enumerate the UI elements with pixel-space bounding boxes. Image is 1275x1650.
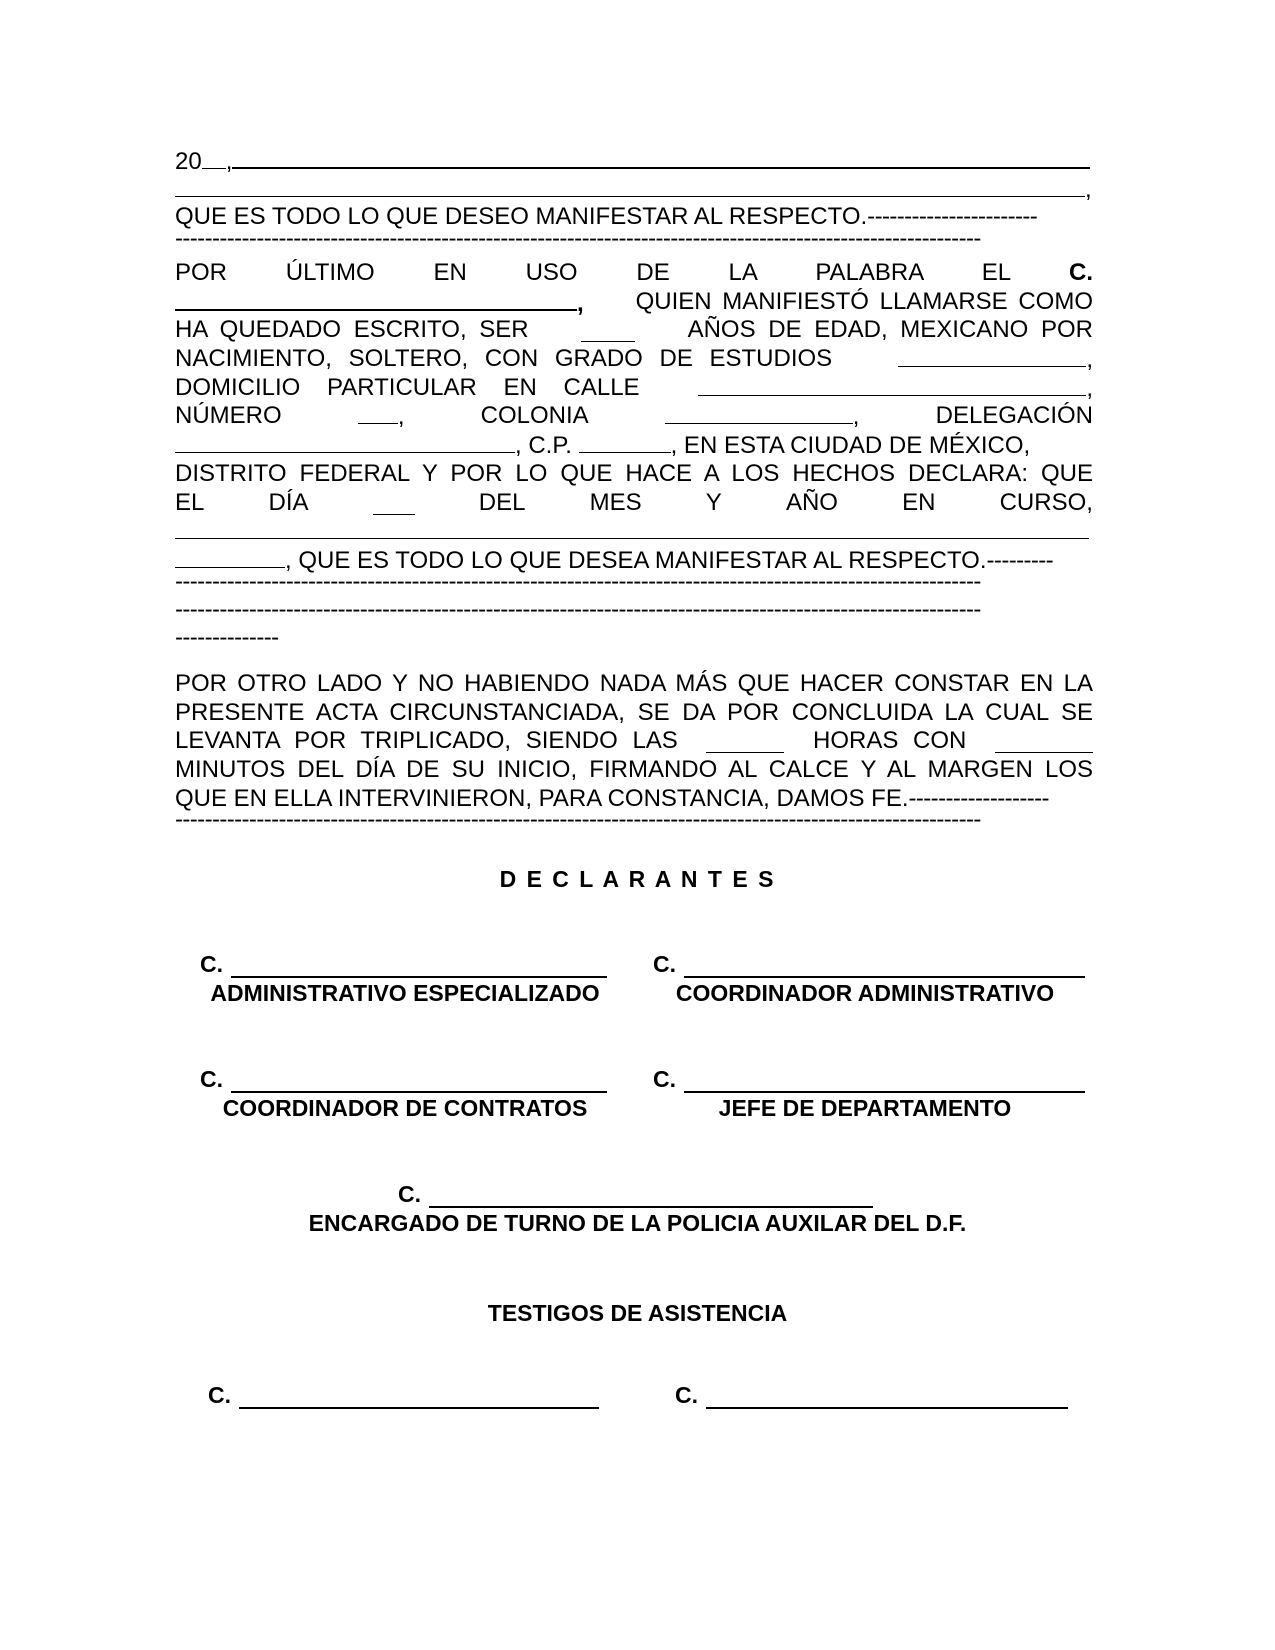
blank-age[interactable] [581, 320, 635, 342]
p3-line-5: QUE EN ELLA INTERVINIERON, PARA CONSTANCIA, DAMOS FE.------------------- [175, 784, 1049, 812]
blank-number[interactable] [358, 402, 398, 424]
blank-full[interactable] [175, 175, 1085, 197]
signature-testigo-2: C. [675, 1381, 1075, 1409]
blank-statement[interactable] [175, 517, 1089, 539]
paragraph-closing [175, 670, 1093, 827]
p2-line-4: NACIMIENTO, SOLTERO, CON GRADO DE ESTUDIOS , [175, 345, 1093, 374]
signature-line[interactable] [706, 1387, 1068, 1409]
blank-minutes[interactable] [995, 731, 1093, 753]
p3-line-4: MINUTOS DEL DÍA DE SU INICIO, FIRMANDO AL CALCE Y AL MARGEN LOS [175, 756, 1093, 784]
blank-year[interactable] [202, 147, 226, 169]
role-label: ENCARGADO DE TURNO DE LA POLICIA AUXILAR DEL D.F. [308, 1210, 967, 1236]
declarantes-heading: D E C L A R A N T E S [499, 866, 776, 892]
body-text [175, 146, 1093, 246]
signature-line[interactable] [684, 956, 1085, 978]
signature-testigo-1: C. [208, 1381, 608, 1409]
blank-street[interactable] [698, 374, 1086, 396]
blank-cp[interactable] [579, 431, 671, 453]
role-label: COORDINADOR DE CONTRATOS [222, 1095, 588, 1121]
signature-line[interactable] [684, 1071, 1085, 1093]
blank-statement-end[interactable] [175, 546, 285, 568]
p2-line-2: , QUIEN MANIFIESTÓ LLAMARSE COMO [175, 288, 1093, 317]
blank-colonia[interactable] [665, 402, 853, 424]
blank-name[interactable] [175, 288, 577, 311]
p3-line-3: LEVANTA POR TRIPLICADO, SIENDO LAS HORAS CON [175, 727, 1093, 756]
testigos-heading: TESTIGOS DE ASISTENCIA [487, 1300, 788, 1326]
signature-line[interactable] [239, 1387, 599, 1409]
blank-long[interactable] [232, 146, 1090, 169]
dash-separator: ------------------------------------------------------------------------------------------------------------- [175, 574, 981, 589]
signature-line[interactable] [231, 956, 607, 978]
signature-coordinador-contratos: C. COORDINADOR DE CONTRATOS [190, 1065, 620, 1123]
paragraph-declaration [175, 259, 1093, 645]
statement-end: QUE ES TODO LO QUE DESEO MANIFESTAR AL RESPECTO.----------------------- [175, 203, 1038, 231]
signature-jefe-departamento: C. JEFE DE DEPARTAMENTO [645, 1065, 1085, 1123]
p3-line-2: PRESENTE ACTA CIRCUNSTANCIADA, SE DA POR CONCLUIDA LA CUAL SE [175, 698, 1093, 726]
p2-line-9: EL DÍA DEL MES Y AÑO EN CURSO, [175, 488, 1093, 516]
blank-hours[interactable] [706, 731, 784, 753]
p2-line-5: DOMICILIO PARTICULAR EN CALLE , [175, 373, 1093, 402]
role-label: ADMINISTRATIVO ESPECIALIZADO [210, 980, 600, 1006]
signature-coordinador-admin: C. COORDINADOR ADMINISTRATIVO [645, 950, 1085, 1008]
p3-line-1: POR OTRO LADO Y NO HABIENDO NADA MÁS QUE HACER CONSTAR EN LA [175, 670, 1093, 697]
p2-line-1: POR ÚLTIMO EN USO DE LA PALABRA EL C. [175, 259, 1093, 286]
blank-day[interactable] [373, 493, 415, 515]
p2-line-8: DISTRITO FEDERAL Y POR LO QUE HACE A LOS HECHOS DECLARA: QUE [175, 459, 1093, 487]
dash-separator: ------------------------------------------------------------------------------------------------------------- [175, 232, 981, 247]
p2-line-3: HA QUEDADO ESCRITO, SER AÑOS DE EDAD, MEXICANO POR [175, 316, 1093, 344]
dash-separator: ------------------------------------------------------------------------------------------------------------- [175, 602, 981, 617]
role-label: JEFE DE DEPARTAMENTO [718, 1095, 1012, 1121]
signature-line[interactable] [429, 1186, 873, 1208]
p2-line-7: , C.P. , EN ESTA CIUDAD DE MÉXICO, [175, 431, 1093, 460]
line-year: 20 , [175, 146, 1093, 175]
p2-line-10 [175, 517, 1093, 546]
blank-studies[interactable] [898, 345, 1086, 367]
p2-line-11: , QUE ES TODO LO QUE DESEA MANIFESTAR AL RESPECTO.--------- [175, 546, 1093, 575]
p2-line-6: NÚMERO , COLONIA , DELEGACIÓN [175, 402, 1093, 431]
role-label: COORDINADOR ADMINISTRATIVO [675, 980, 1055, 1006]
dash-separator: ------------------------------------------------------------------------------------------------------------- [175, 813, 981, 828]
dash-separator-short: -------------- [175, 630, 279, 645]
signature-encargado-turno: C. ENCARGADO DE TURNO DE LA POLICIA AUXILAR DEL D.F. [0, 1180, 1275, 1238]
signature-line[interactable] [231, 1071, 607, 1093]
blank-delegacion[interactable] [175, 431, 515, 453]
signature-administrativo: C. ADMINISTRATIVO ESPECIALIZADO [190, 950, 620, 1008]
line-blank: , [175, 175, 1093, 204]
